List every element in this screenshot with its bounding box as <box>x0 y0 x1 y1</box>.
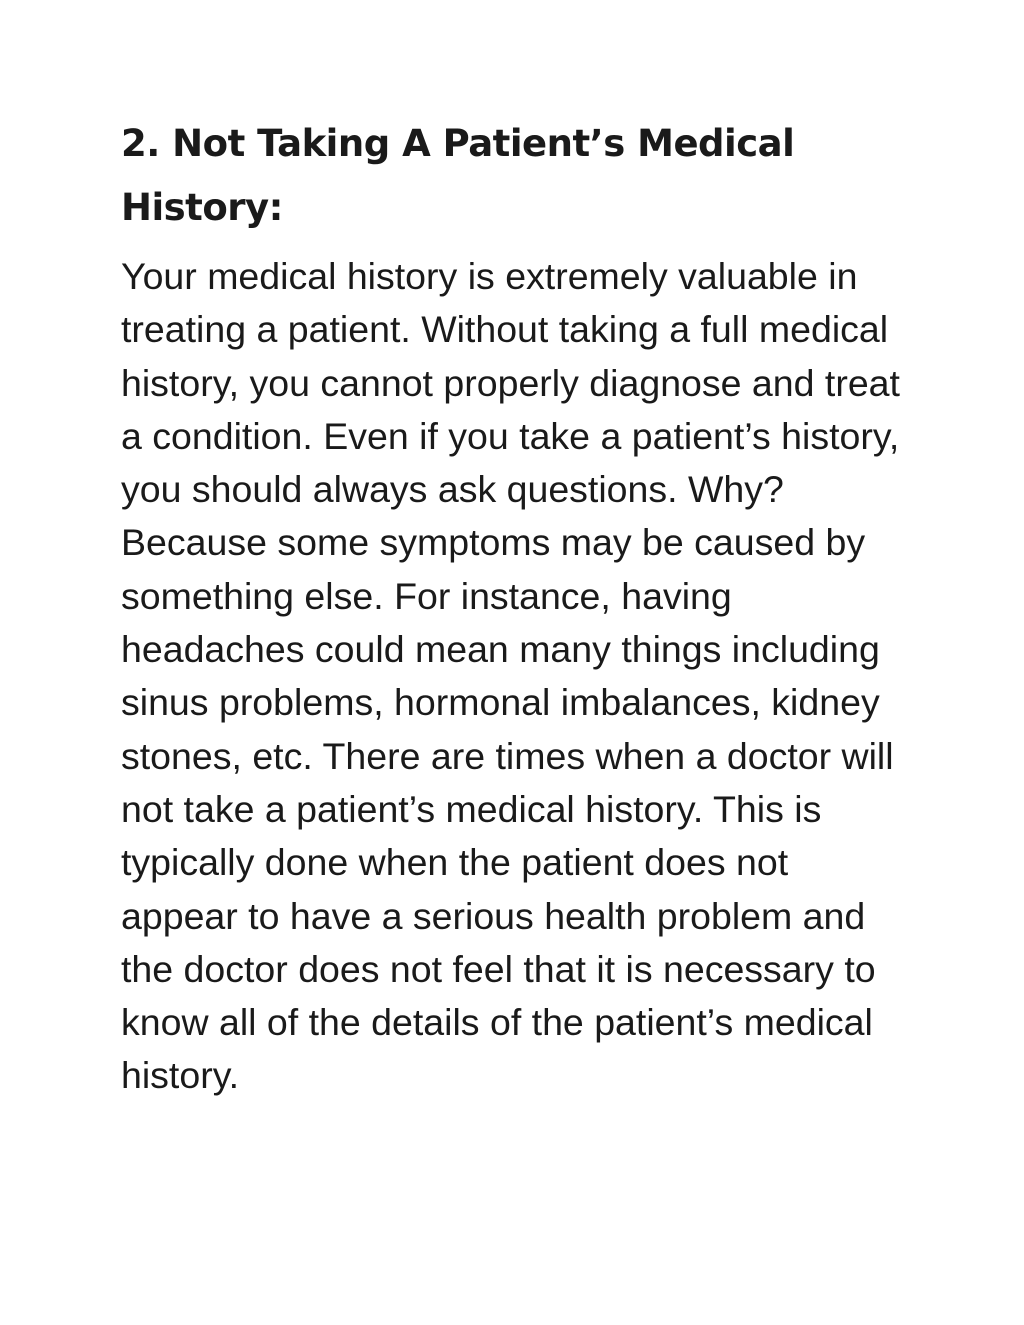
document-page <box>121 112 911 1103</box>
section-body-paragraph: Your medical history is extremely valuable in treating a patient. Without taking a full medical history, you cannot properly diagnose and treat a condition. Even if you take a patient’s history, you should always ask questions. Why? Because some symptoms may be caused by something else. For instance, having headaches could mean many things including sinus problems, hormonal imbalances, kidney stones, etc. There are times when a doctor will not take a patient’s medical history. This is typically done when the patient does not appear to have a serious health problem and the doctor does not feel that it is necessary to know all of the details of the patient’s medical history. <box>121 255 900 1097</box>
section-heading: 2. Not Taking A Patient’s Medical History: <box>121 122 795 229</box>
